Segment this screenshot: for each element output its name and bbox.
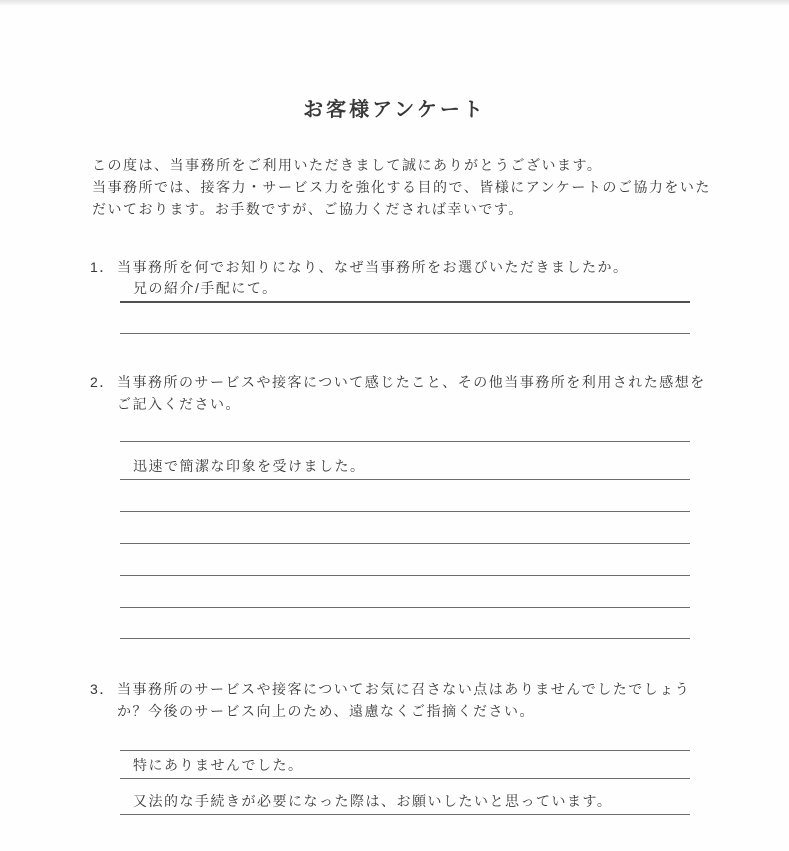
question-2-number: 2． — [90, 374, 115, 390]
question-1-number: 1． — [90, 259, 115, 275]
question-3-text-line-1: 当事務所のサービスや接客についてお気に召さない点はありませんでしたでしょう — [117, 681, 691, 697]
answer-row — [120, 608, 690, 639]
answer-row — [120, 751, 690, 779]
scan-top-edge — [0, 0, 789, 6]
answer-row — [120, 272, 690, 303]
question-2-text-line-1: 当事務所のサービスや接客について感じたこと、その他当事務所を利用された感想を — [117, 374, 706, 390]
answer-row — [120, 442, 690, 480]
answer-text: 迅速で簡潔な印象を受けました。 — [133, 458, 366, 474]
question-3-number: 3． — [90, 681, 115, 697]
intro-line-1: この度は、当事務所をご利用いただきまして誠にありがとうございます。 — [92, 157, 603, 173]
intro-line-3: だいております。お手数ですが、ご協力くだされば幸いです。 — [92, 201, 524, 217]
question-3-text-line-2: か？今後のサービス向上のため、遠慮なくご指摘ください。 — [117, 703, 535, 719]
question-1-answer-area — [120, 272, 690, 334]
question-2-text — [117, 371, 706, 415]
answer-text: 特にありませんでした。 — [133, 757, 304, 773]
answer-row — [120, 779, 690, 815]
question-2-text-line-2: ご記入ください。 — [117, 396, 241, 412]
intro-line-2: 当事務所では、接客力・サービス力を強化する目的で、皆様にアンケートのご協力をいた — [92, 179, 711, 195]
answer-row — [120, 512, 690, 544]
intro-paragraph — [92, 154, 711, 220]
page-title: お客様アンケート — [303, 99, 486, 121]
answer-row — [120, 576, 690, 608]
question-2-answer-area — [120, 441, 690, 639]
question-3-answer-area — [120, 750, 690, 815]
question-3-text — [117, 678, 690, 722]
answer-text: 兄の紹介/手配にて。 — [133, 280, 278, 296]
answer-row — [120, 303, 690, 334]
answer-row — [120, 544, 690, 576]
answer-row — [120, 480, 690, 512]
question-2-label — [90, 371, 706, 415]
question-1-text-line-1: 当事務所を何でお知りになり、なぜ当事務所をお選びいただきましたか。 — [117, 259, 629, 275]
question-3-label — [90, 678, 690, 722]
answer-text: 又法的な手続きが必要になった際は、お願いしたいと思っています。 — [133, 793, 613, 809]
